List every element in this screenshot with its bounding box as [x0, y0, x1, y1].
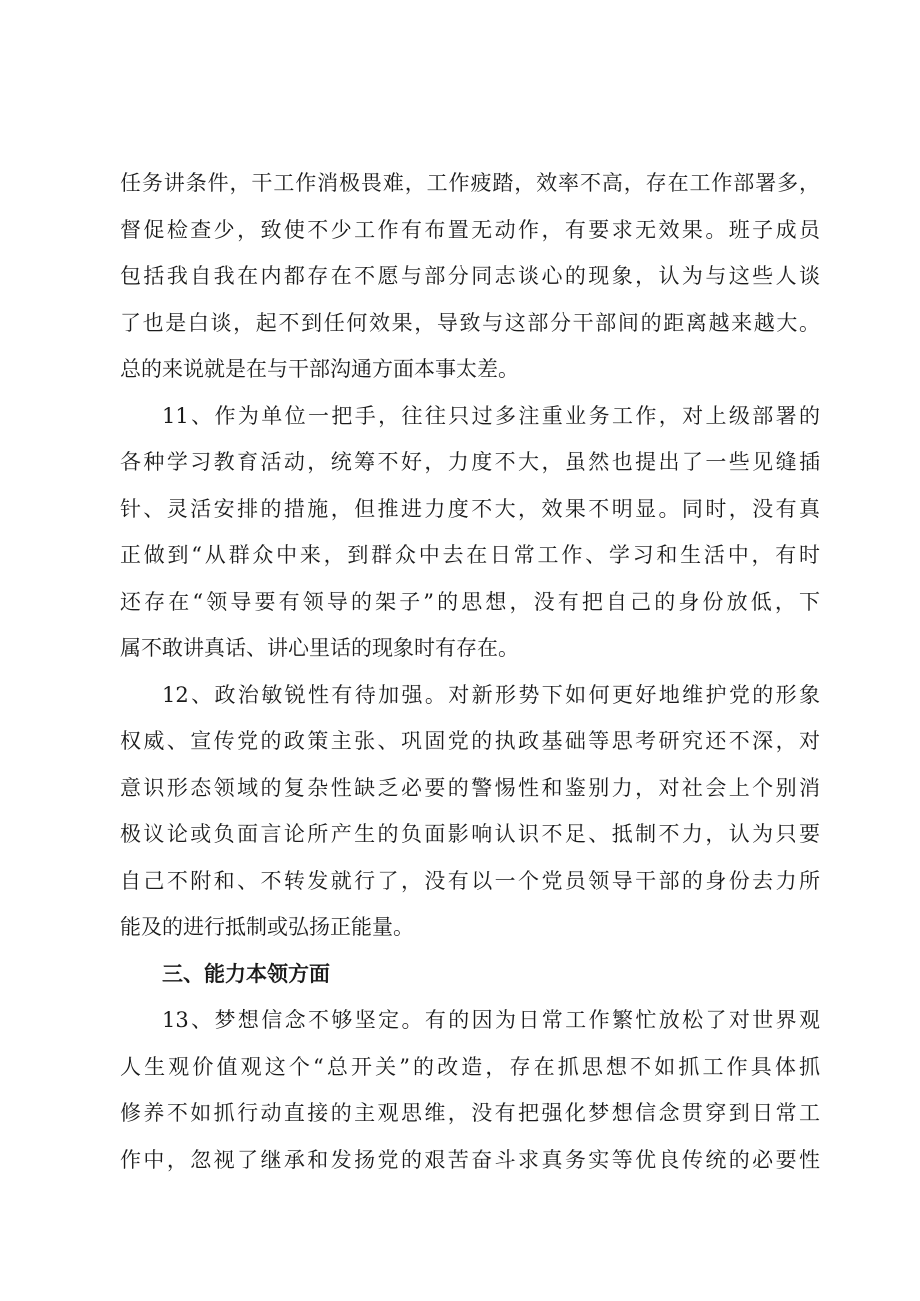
- text-line: 意识形态领域的复杂性缺乏必要的警惕性和鉴别力，对社会上个别消: [120, 775, 820, 800]
- text-line: 作中，忽视了继承和发扬党的艰苦奋斗求真务实等优良传统的必要性: [120, 1147, 820, 1172]
- text-line: 各种学习教育活动，统筹不好，力度不大，虽然也提出了一些见缝插: [120, 450, 820, 474]
- paragraph-13-first-line: 13、梦想信念不够坚定。有的因为日常工作繁忙放松了对世界观: [162, 1008, 820, 1032]
- text-line: 针、灵活安排的措施，但推进力度不大，效果不明显。同时，没有真: [120, 496, 820, 521]
- document-body: [120, 160, 820, 1183]
- paragraph-12-first-line: 12、政治敏锐性有待加强。对新形势下如何更好地维护党的形象: [162, 682, 820, 707]
- text-line: 极议论或负面言论所产生的负面影响认识不足、抵制不力，认为只要: [120, 822, 820, 846]
- text-line: 督促检查少，致使不少工作有布置无动作，有要求无效果。班子成员: [120, 217, 820, 242]
- paragraph-11-first-line: 11、作为单位一把手，往往只过多注重业务工作，对上级部署的: [162, 403, 820, 428]
- text-line: 包括我自我在内都存在不愿与部分同志谈心的现象，认为与这些人谈: [120, 264, 820, 288]
- text-line: 权威、宣传党的政策主张、巩固党的执政基础等思考研究还不深，对: [120, 729, 820, 753]
- text-line: 能及的进行抵制或弘扬正能量。: [120, 915, 414, 939]
- text-line: 任务讲条件，干工作消极畏难，工作疲踏，效率不高，存在工作部署多，: [120, 171, 820, 195]
- text-line: 了也是白谈，起不到任何效果，导致与这部分干部间的距离越来越大。: [120, 310, 820, 335]
- text-line: 属不敢讲真话、讲心里话的现象时有存在。: [120, 636, 519, 660]
- text-line: 正做到“从群众中来，到群众中去在日常工作、学习和生活中，有时: [120, 543, 820, 567]
- section-heading: 三、能力本领方面: [162, 961, 330, 986]
- text-line: 还存在“领导要有领导的架子”的思想，没有把自己的身份放低，下: [120, 589, 820, 614]
- text-line: 总的来说就是在与干部沟通方面本事太差。: [120, 357, 519, 381]
- text-line: 修养不如抓行动直接的主观思维，没有把强化梦想信念贯穿到日常工: [120, 1101, 820, 1125]
- text-line: 人生观价值观这个“总开关”的改造，存在抓思想不如抓工作具体抓: [120, 1054, 820, 1079]
- text-line: 自己不附和、不转发就行了，没有以一个党员领导干部的身份去力所: [120, 868, 820, 893]
